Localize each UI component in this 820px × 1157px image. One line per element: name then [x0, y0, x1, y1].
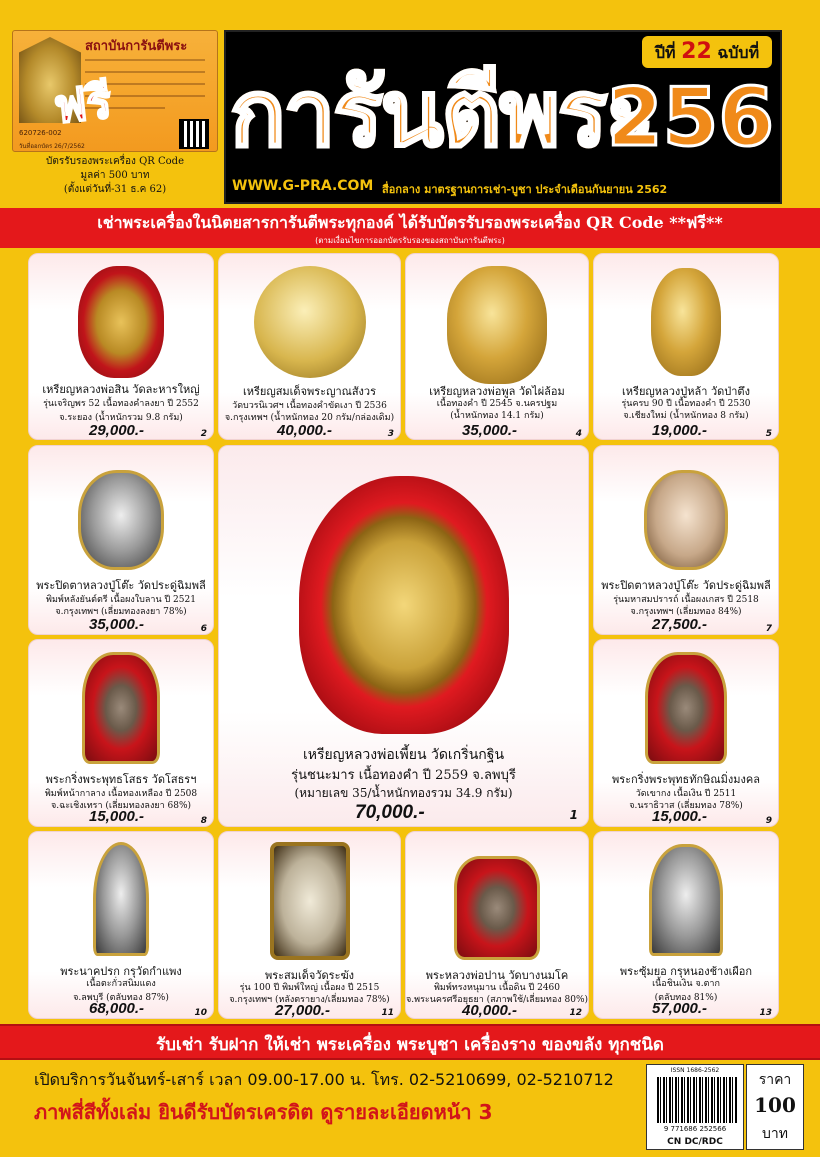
magazine-logo: การันตีพระ: [230, 60, 653, 167]
amulet-photo: [645, 652, 727, 764]
barcode-icon: [657, 1077, 737, 1123]
amulet-photo: [447, 266, 547, 384]
amulet-card-2[interactable]: เหรียญหลวงพ่อสิน วัดละหารใหญ่ รุ่นเจริญพร 52 เนื้อทองคำลงยา ปี 2552 จ.ระยอง (น้ำหนักรวม 9.8 กรัม) 29,000.- 2: [28, 253, 214, 440]
amulet-photo: [644, 470, 728, 570]
certificate-caption: บัตรรับรองพระเครื่อง QR Code มูลค่า 500 บาท (ตั้งแต่วันที่-31 ธ.ค 62): [46, 156, 184, 195]
promo-banner: [0, 208, 820, 248]
masthead: [224, 30, 782, 204]
certificate-date: วันที่ออกบัตร 26/7/2562: [19, 143, 85, 150]
certificate-title: สถาบันการันตีพระ: [85, 39, 188, 54]
certificate-number: 620726-002: [19, 129, 62, 137]
amulet-card-3[interactable]: เหรียญสมเด็จพระญาณสังวร วัดบวรนิเวศฯ เนื้อทองคำขัดเงา ปี 2536 จ.กรุงเทพฯ (น้ำหนักทอง 20 กรัม/กล่องเดิม) 40,000.- 3: [218, 253, 401, 440]
amulet-card-7[interactable]: พระปิดตาหลวงปู่โต๊ะ วัดประดู่ฉิมพลี รุ่นมหาสมปรารถ์ เนื้อผงเกสร ปี 2518 จ.กรุงเทพฯ (เลี่ยมทอง 84%) 27,500.- 7: [593, 445, 779, 635]
amulet-photo: [78, 266, 164, 378]
amulet-photo: [78, 470, 164, 570]
masthead-tagline: สื่อกลาง มาตรฐานการเช่า-บูชา ประจำเดือนกันยายน 2562: [382, 183, 668, 196]
amulet-photo: [454, 856, 540, 960]
qr-code-icon: [179, 119, 209, 149]
featured-amulet-card[interactable]: เหรียญหลวงพ่อเพี้ยน วัดเกริ่นกฐิน รุ่นชนะมาร เนื้อทองคำ ปี 2559 จ.ลพบุรี (หมายเลข 35/น้ำหนักทองรวม 34.9 กรัม) 70,000.- 1: [218, 445, 589, 827]
amulet-card-5[interactable]: เหรียญหลวงปู่หล้า วัดป่าตึง รุ่นครบ 90 ปี เนื้อทองคำ ปี 2530 จ.เชียงใหม่ (น้ำหนักทอง 8 กรัม) 19,000.- 5: [593, 253, 779, 440]
credit-card-note: ภาพสี่สีทั้งเล่ม ยินดีรับบัตรเครดิต ดูรายละเอียดหน้า 3: [34, 1100, 493, 1124]
services-text: รับเช่า รับฝาก ให้เช่า พระเครื่อง พระบูชา เครื่องราง ของขลัง ทุกชนิด: [156, 1035, 664, 1055]
amulet-card-10[interactable]: พระนาคปรก กรุวัดกำแพง เนื้อตะกั่วสนิมแดง จ.ลพบุรี (ตลับทอง 87%) 68,000.- 10: [28, 831, 214, 1019]
amulet-photo: [651, 268, 721, 376]
promo-subtext: (ตามเงื่อนไขการออกบัตรรับรองของสถาบันการันตีพระ): [315, 236, 505, 245]
amulet-photo: [649, 844, 723, 956]
amulet-photo: [270, 842, 350, 960]
amulet-card-11[interactable]: พระสมเด็จวัดระฆัง รุ่น 100 ปี พิมพ์ใหญ่ เนื้อผง ปี 2515 จ.กรุงเทพฯ (หลังตรายาง/เลี่ยมทอง 78%) 27,000.- 11: [218, 831, 401, 1019]
amulet-card-8[interactable]: พระกริ่งพระพุทธโสธร วัดโสธรฯ พิมพ์หน้ากาลาง เนื้อทองเหลือง ปี 2508 จ.ฉะเชิงเทรา (เลี่ยมทองลงยา 68%) 15,000.- 8: [28, 639, 214, 827]
barcode: ISSN 1686-2562 9 771686 252566 CN DC/RDC: [646, 1064, 744, 1150]
amulet-card-6[interactable]: พระปิดตาหลวงปู่โต๊ะ วัดประดู่ฉิมพลี พิมพ์หลังยันต์ตรี เนื้อผงใบลาน ปี 2521 จ.กรุงเทพฯ (เลี่ยมทองลงยา 78%) 35,000.- 6: [28, 445, 214, 635]
issue-number: 256: [607, 71, 774, 164]
amulet-photo: [93, 842, 149, 956]
amulet-card-9[interactable]: พระกริ่งพระพุทธทักษิณมิ่งมงคล วัดเขากง เนื้อเงิน ปี 2511 จ.นราธิวาส (เลี่ยมทอง 78%) 15,000.- 9: [593, 639, 779, 827]
free-stamp: ฟรี: [51, 74, 114, 134]
amulet-card-13[interactable]: พระซุ้มยอ กรุหนองช้างเผือก เนื้อชินเงิน จ.ตาก (ตลับทอง 81%) 57,000.- 13: [593, 831, 779, 1019]
services-banner: [0, 1024, 820, 1060]
promo-headline: เช่าพระเครื่องในนิตยสารการันตีพระทุกองค์ ได้รับบัตรรับรองพระเครื่อง QR Code **ฟรี**: [97, 213, 723, 232]
featured-amulet-photo: [299, 476, 509, 734]
amulet-card-12[interactable]: พระหลวงพ่อปาน วัดบางนมโค พิมพ์ทรงหนุมาน เนื้อดิน ปี 2460 จ.พระนครศรีอยุธยา (สภาพใช้/เลี่ยมทอง 80%) 40,000.- 12: [405, 831, 589, 1019]
amulet-photo: [254, 266, 366, 378]
issue-badge: ปีที่ 22 ฉบับที่: [642, 36, 772, 68]
amulet-photo: [82, 652, 160, 764]
website-link[interactable]: WWW.G-PRA.COM: [232, 178, 374, 194]
amulet-card-4[interactable]: เหรียญหลวงพ่อพูล วัดไผ่ล้อม เนื้อทองคำ ปี 2545 จ.นครปฐม (น้ำหนักทอง 14.1 กรัม) 35,000.- 4: [405, 253, 589, 440]
opening-hours: เปิดบริการวันจันทร์-เสาร์ เวลา 09.00-17.00 น. โทร. 02-5210699, 02-5210712: [34, 1070, 614, 1089]
certificate-card: [12, 30, 218, 152]
cover-price: ราคา 100 บาท: [746, 1064, 804, 1150]
